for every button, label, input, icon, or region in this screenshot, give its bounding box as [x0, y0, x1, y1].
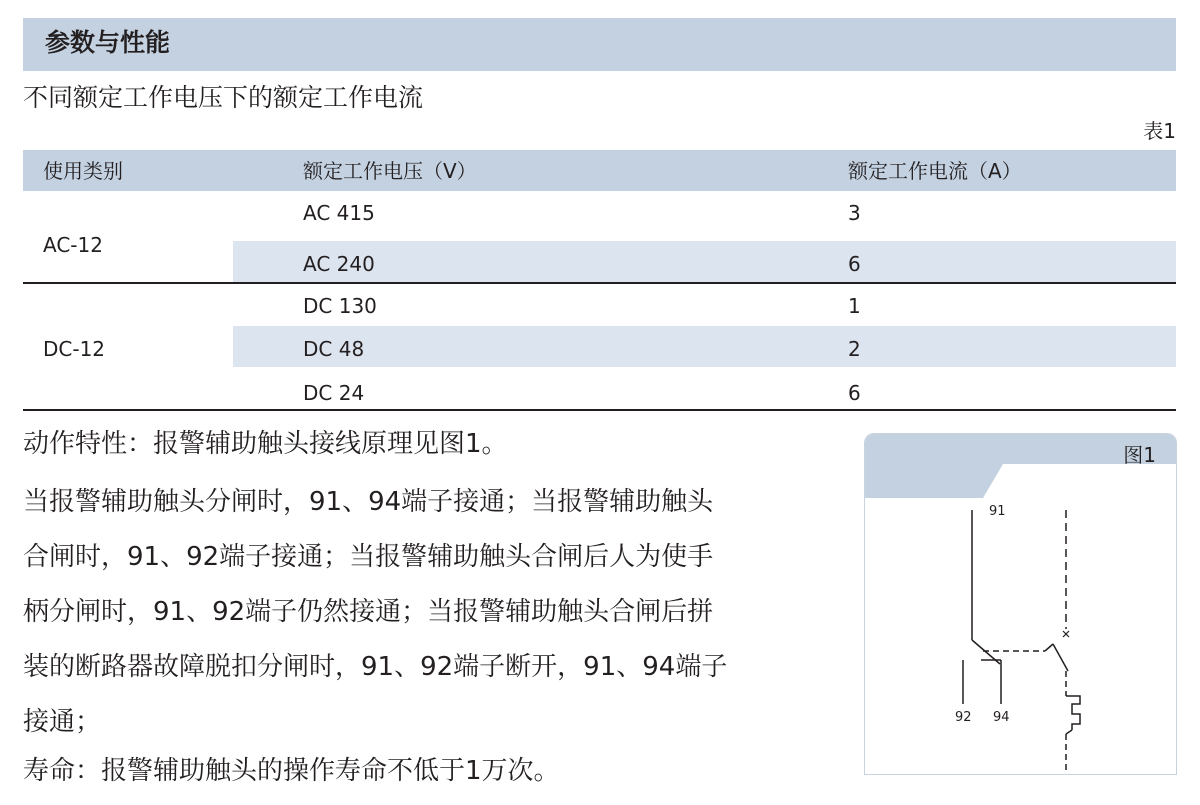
table-subtitle: 不同额定工作电压下的额定工作电流: [23, 83, 424, 112]
section-header: [23, 18, 1176, 71]
coil-lead: [1066, 730, 1072, 734]
table-bottom-rule: [23, 409, 1176, 411]
current-cell: 6: [848, 252, 861, 276]
terminal-91-label: 91: [989, 504, 1006, 519]
wiring-figure: [864, 433, 1177, 775]
current-cell: 2: [848, 337, 861, 361]
paragraph-line: 柄分闸时，91、92端子仍然接通；当报警辅助触头合闸后拼: [23, 597, 714, 627]
section-title: 参数与性能: [45, 28, 171, 57]
paragraph-line: 动作特性：报警辅助触头接线原理见图1。: [23, 429, 508, 459]
wiring-diagram: [865, 434, 1176, 774]
trip-coil: [1066, 696, 1080, 730]
group-divider: [23, 282, 1176, 284]
voltage-cell: DC 48: [303, 337, 365, 361]
table-row-stripe: [233, 326, 1176, 367]
voltage-cell: DC 24: [303, 381, 365, 405]
category-cell: AC-12: [43, 233, 103, 257]
header-category: 使用类别: [43, 159, 123, 183]
paragraph-line: 装的断路器故障脱扣分闸时，91、92端子断开，91、94端子: [23, 652, 728, 682]
terminal-92-label: 92: [955, 710, 972, 725]
voltage-cell: DC 130: [303, 294, 377, 318]
paragraph-line: 接通；: [23, 707, 102, 737]
current-cell: 3: [848, 201, 861, 225]
voltage-cell: AC 415: [303, 201, 375, 225]
terminal-94-label: 94: [993, 710, 1010, 725]
category-cell: DC-12: [43, 337, 106, 361]
trip-lever: [1053, 644, 1068, 671]
paragraph-line: 当报警辅助触头分闸时，91、94端子接通；当报警辅助触头: [23, 487, 714, 517]
paragraph-line: 寿命：报警辅助触头的操作寿命不低于1万次。: [23, 756, 560, 786]
voltage-cell: AC 240: [303, 252, 375, 276]
header-current: 额定工作电流（A）: [848, 159, 1022, 183]
cross-icon: [1063, 631, 1069, 637]
linkage-kink: [1045, 644, 1053, 651]
current-cell: 1: [848, 294, 861, 318]
table-header-row: [23, 150, 1176, 191]
current-cell: 6: [848, 381, 861, 405]
figure-label: 图1: [1123, 443, 1156, 467]
header-voltage: 额定工作电压（V）: [303, 159, 477, 183]
table-label: 表1: [1143, 119, 1176, 143]
paragraph-line: 合闸时，91、92端子接通；当报警辅助触头合闸后人为使手: [23, 542, 714, 572]
